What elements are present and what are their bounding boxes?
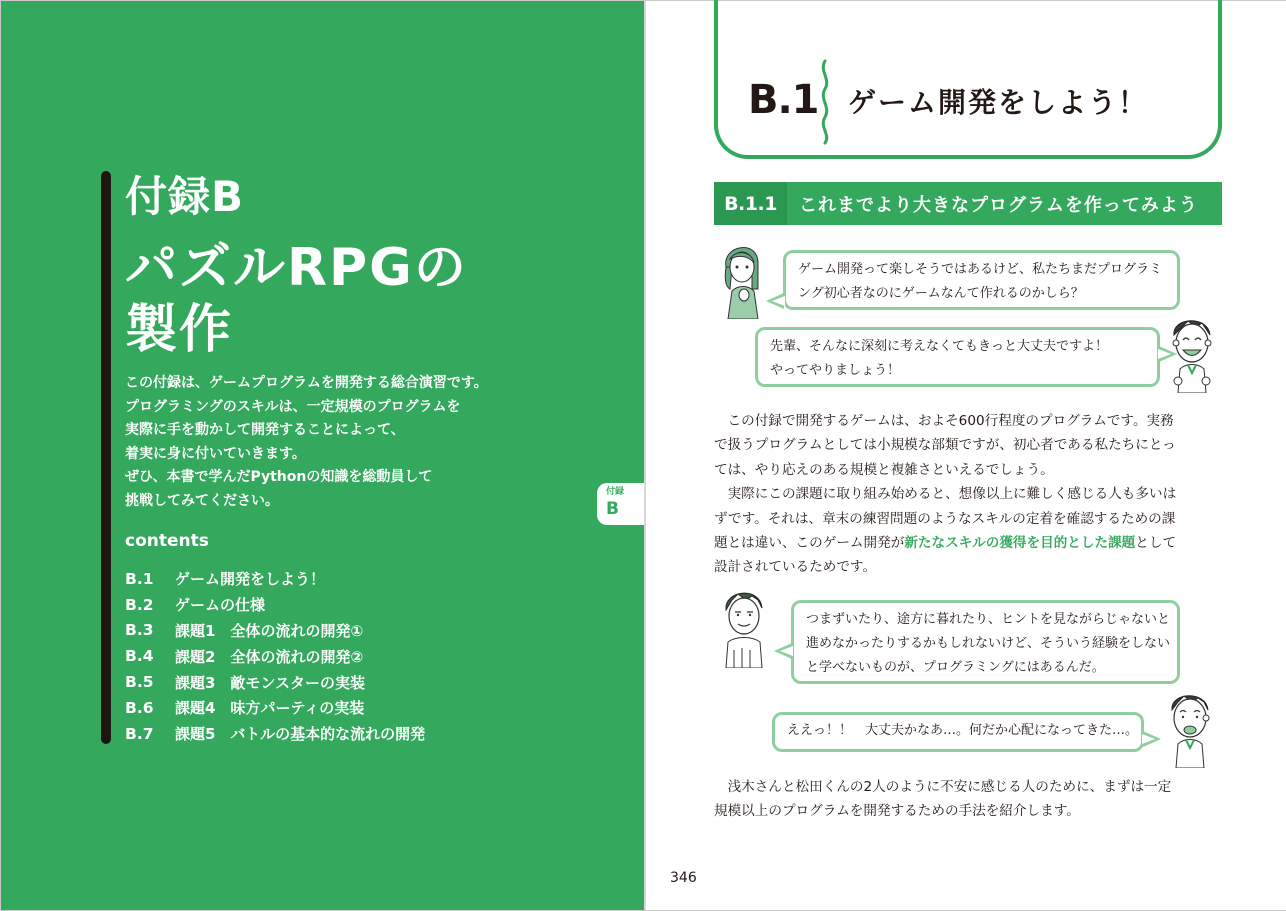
right-page-content — [646, 1, 1286, 910]
contents-item-b6[interactable] — [125, 695, 425, 721]
intro-line: 挑戦してみてください。 — [125, 492, 279, 509]
intro-line: プログラミングのスキルは、一定規模のプログラムを — [125, 398, 461, 415]
contents-item-b7[interactable] — [125, 721, 425, 747]
speech-bubble — [755, 327, 1160, 387]
body-line: 実際にこの課題に取り組み始めると、想像以上に難しく感じる人も多いは — [714, 486, 1177, 503]
body-line: ては、やり応えのある規模と複雑さといえるでしょう。 — [714, 461, 1054, 478]
contents-item-b1[interactable] — [125, 566, 425, 592]
body-text-segment: として — [1135, 535, 1177, 552]
chapter-title-line: 製作 — [125, 300, 234, 360]
chapter-title — [125, 237, 565, 361]
section-title: ゲーム開発をしよう！ — [848, 86, 1149, 119]
body-line: で扱うプログラムとしては小規模な部類ですが、初心者である私たちにとっ — [714, 437, 1176, 454]
speech-bubble — [783, 250, 1180, 310]
chapter-intro — [125, 372, 545, 514]
teacher-character-icon — [720, 586, 766, 668]
highlighted-phrase: 新たなスキルの獲得を目的とした課題 — [904, 535, 1136, 552]
body-line: 設計されているためです。 — [714, 559, 877, 576]
speech-line: ゲーム開発って楽しそうではあるけど、私たちまだプログラミ — [798, 262, 1163, 277]
intro-line: 実際に手を動かして開発することによって、 — [125, 422, 405, 439]
speech-line: ング初心者なのにゲームなんて作れるのかしら？ — [798, 286, 1084, 301]
decorative-vertical-bar — [101, 171, 111, 744]
speech-bubble — [772, 712, 1144, 752]
appendix-label: 付録B — [125, 172, 245, 221]
speech-line: 進めなかったりするかもしれないけど、そういう経験をしない — [806, 636, 1171, 651]
contents-item-title: 課題2 全体の流れの開発② — [175, 647, 364, 666]
speech-line: やってやりましょう！ — [770, 363, 901, 378]
contents-item-title: 課題3 敵モンスターの実装 — [175, 673, 365, 692]
thumb-tab-letter: B — [606, 499, 619, 519]
worried-junior-man-character-icon — [1164, 688, 1214, 768]
contents-list — [125, 566, 425, 747]
subsection-heading — [714, 182, 1222, 225]
speech-bubble — [791, 600, 1180, 684]
speech-line: と学べないものが、プログラミングにはあるんだ。 — [806, 660, 1105, 675]
body-line: ずです。それは、章末の練習問題のようなスキルの定着を確認するための課 — [714, 510, 1176, 527]
intro-line: この付録は、ゲームプログラムを開発する総合演習です。 — [125, 375, 488, 391]
intro-line: ぜひ、本書で学んだPythonの知識を総動員して — [125, 469, 433, 486]
contents-item-number: B.6 — [125, 698, 154, 717]
body-paragraph — [714, 409, 1194, 580]
chapter-title-line: パズルRPGの — [125, 238, 468, 298]
contents-item-b4[interactable] — [125, 643, 425, 669]
speech-line: 先輩、そんなに深刻に考えなくてもきっと大丈夫ですよ！ — [770, 339, 1109, 354]
contents-item-b3[interactable] — [125, 618, 425, 644]
wavy-divider-icon — [818, 59, 832, 145]
section-number: B.1 — [748, 77, 819, 123]
body-line: この付録で開発するゲームは、およそ600行程度のプログラムです。実務 — [714, 413, 1174, 429]
contents-item-b5[interactable] — [125, 669, 425, 695]
body-line: 規模以上のプログラムを開発するための手法を紹介します。 — [714, 803, 1080, 820]
subsection-number: B.1.1 — [714, 182, 787, 225]
contents-item-number: B.4 — [125, 647, 154, 666]
contents-item-title: ゲーム開発をしよう！ — [175, 570, 326, 589]
contents-item-number: B.3 — [125, 621, 154, 640]
speech-line: つまずいたり、途方に暮れたり、ヒントを見ながらじゃないと — [806, 612, 1171, 627]
contents-item-number: B.1 — [125, 569, 154, 588]
contents-item-title: 課題5 バトルの基本的な流れの開発 — [175, 725, 426, 744]
thumb-tab-label: 付録 — [606, 487, 625, 497]
contents-item-title: 課題1 全体の流れの開発① — [175, 621, 364, 640]
intro-line: 着実に身に付いていきます。 — [125, 445, 306, 462]
contents-item-number: B.7 — [125, 724, 154, 743]
speech-line: ええっ！！ 大丈夫かなあ…。何だか心配になってきた…。 — [787, 723, 1139, 738]
contents-item-number: B.2 — [125, 595, 154, 614]
contents-heading: contents — [125, 531, 209, 551]
body-text-segment: 題とは違い、このゲーム開発が — [714, 535, 905, 552]
thumb-index-tab[interactable] — [597, 483, 645, 525]
contents-item-b2[interactable] — [125, 592, 425, 618]
body-line: 浅木さんと松田くんの2人のように不安に感じる人のために、まずは一定 — [714, 779, 1172, 795]
body-paragraph — [714, 775, 1194, 824]
junior-man-character-icon — [1166, 313, 1216, 393]
woman-character-icon — [718, 237, 766, 319]
contents-item-title: ゲームの仕様 — [175, 596, 266, 615]
contents-item-title: 課題4 味方パーティの実装 — [175, 699, 365, 718]
subsection-title: これまでより大きなプログラムを作ってみよう — [799, 194, 1198, 216]
page-number: 346 — [670, 870, 697, 886]
left-page-chapter-cover — [1, 1, 644, 910]
contents-item-number: B.5 — [125, 673, 154, 692]
body-line — [714, 531, 1194, 555]
